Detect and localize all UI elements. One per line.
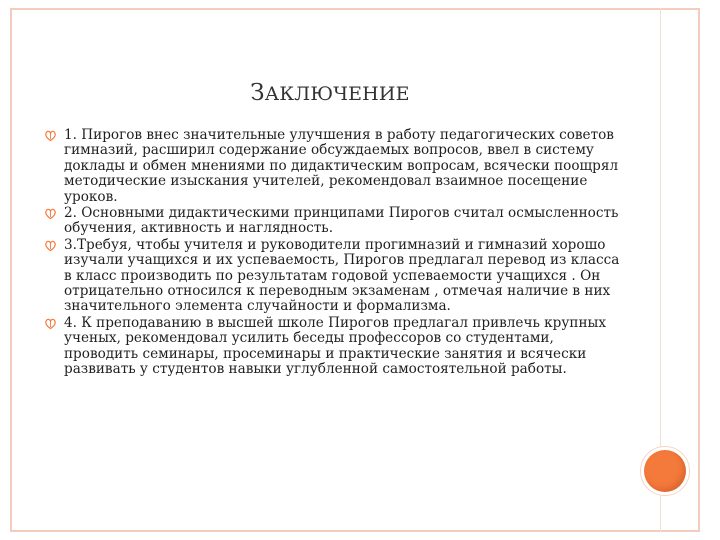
ornamental-bullet-icon: [44, 129, 57, 142]
bullet-text: 3.Требуя, чтобы учителя и руководители прогимназий и гимназий хорошо изучали учащихся и их успеваемость, Пирогов предлагал перевод из класса в класс производить по результатам годовой успеваемости учащихся . Он отрицательно относился к переводным экзаменам , отмечая наличие в них значительного элемента случайности и формализма.: [64, 236, 620, 315]
slide-title-initial: З: [250, 80, 265, 106]
bullet-text: 2. Основными дидактическими принципами Пирогов считал осмысленность обучения, активность и наглядность.: [64, 205, 619, 237]
ornamental-bullet-icon: [44, 239, 57, 252]
slide-title: [0, 80, 660, 106]
bullet-item-1: [44, 128, 624, 205]
bullet-item-2: [44, 206, 624, 237]
decorative-orange-circle: [644, 450, 686, 492]
ornamental-bullet-icon: [44, 207, 57, 220]
ornamental-bullet-icon: [44, 317, 57, 330]
bullet-item-3: [44, 238, 624, 315]
bullet-item-4: [44, 316, 624, 378]
slide-title-rest: АКЛЮЧЕНИЕ: [264, 83, 410, 105]
bullet-text: 4. К преподаванию в высшей школе Пирогов предлагал привлечь крупных ученых, рекомендовал усилить беседы профессоров со студентами, проводить семинары, просеминары и практические занятия и всячески развивать у студентов навыки углубленной самостоятельной работы.: [64, 314, 606, 378]
bullet-text: 1. Пирогов внес значительные улучшения в работу педагогических советов гимназий, расширил содержание обсуждаемых вопросов, ввел в систему доклады и обмен мнениями по дидактическим вопросам, всячески поощрял методические изыскания учителей, рекомендовал взаимное посещение уроков.: [64, 127, 619, 205]
bullet-list: [44, 128, 624, 379]
